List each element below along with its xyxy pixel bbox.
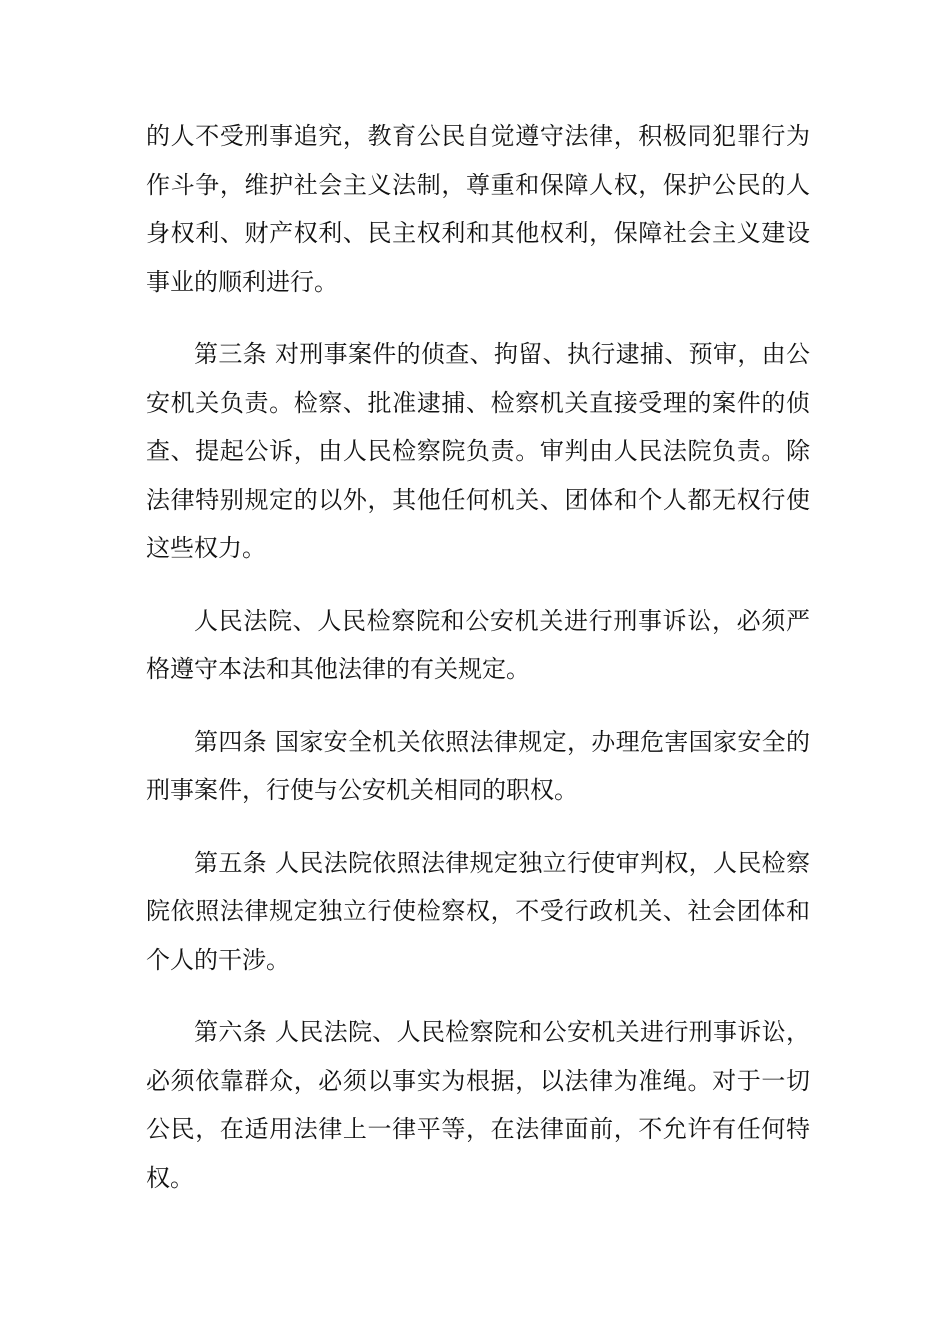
paragraph-article-6: 第六条 人民法院、人民检察院和公安机关进行刑事诉讼，必须依靠群众，必须以事实为根据，以法律为准绳。对于一切公民，在适用法律上一律平等，在法律面前，不允许有任何特权。 [146,1018,810,1192]
paragraph-article-5: 第五条 人民法院依照法律规定独立行使审判权，人民检察院依照法律规定独立行使检察权，不受行政机关、社会团体和个人的干涉。 [146,848,810,974]
paragraph-article-3: 第三条 对刑事案件的侦查、拘留、执行逮捕、预审，由公安机关负责。检察、批准逮捕、检察机关直接受理的案件的侦查、提起公诉，由人民检察院负责。审判由人民法院负责。除法律特别规定的以外，其他任何机关、团体和个人都无权行使这些权力。 [146,340,810,562]
paragraph-article-3-clause-2: 人民法院、人民检察院和公安机关进行刑事诉讼，必须严格遵守本法和其他法律的有关规定。 [146,606,810,683]
document-body [146,112,810,1226]
paragraph-article-4: 第四条 国家安全机关依照法律规定，办理危害国家安全的刑事案件，行使与公安机关相同的职权。 [146,727,810,804]
paragraph-continuation: 的人不受刑事追究，教育公民自觉遵守法律，积极同犯罪行为作斗争，维护社会主义法制，尊重和保障人权，保护公民的人身权利、财产权利、民主权利和其他权利，保障社会主义建设事业的顺利进行。 [146,122,810,296]
